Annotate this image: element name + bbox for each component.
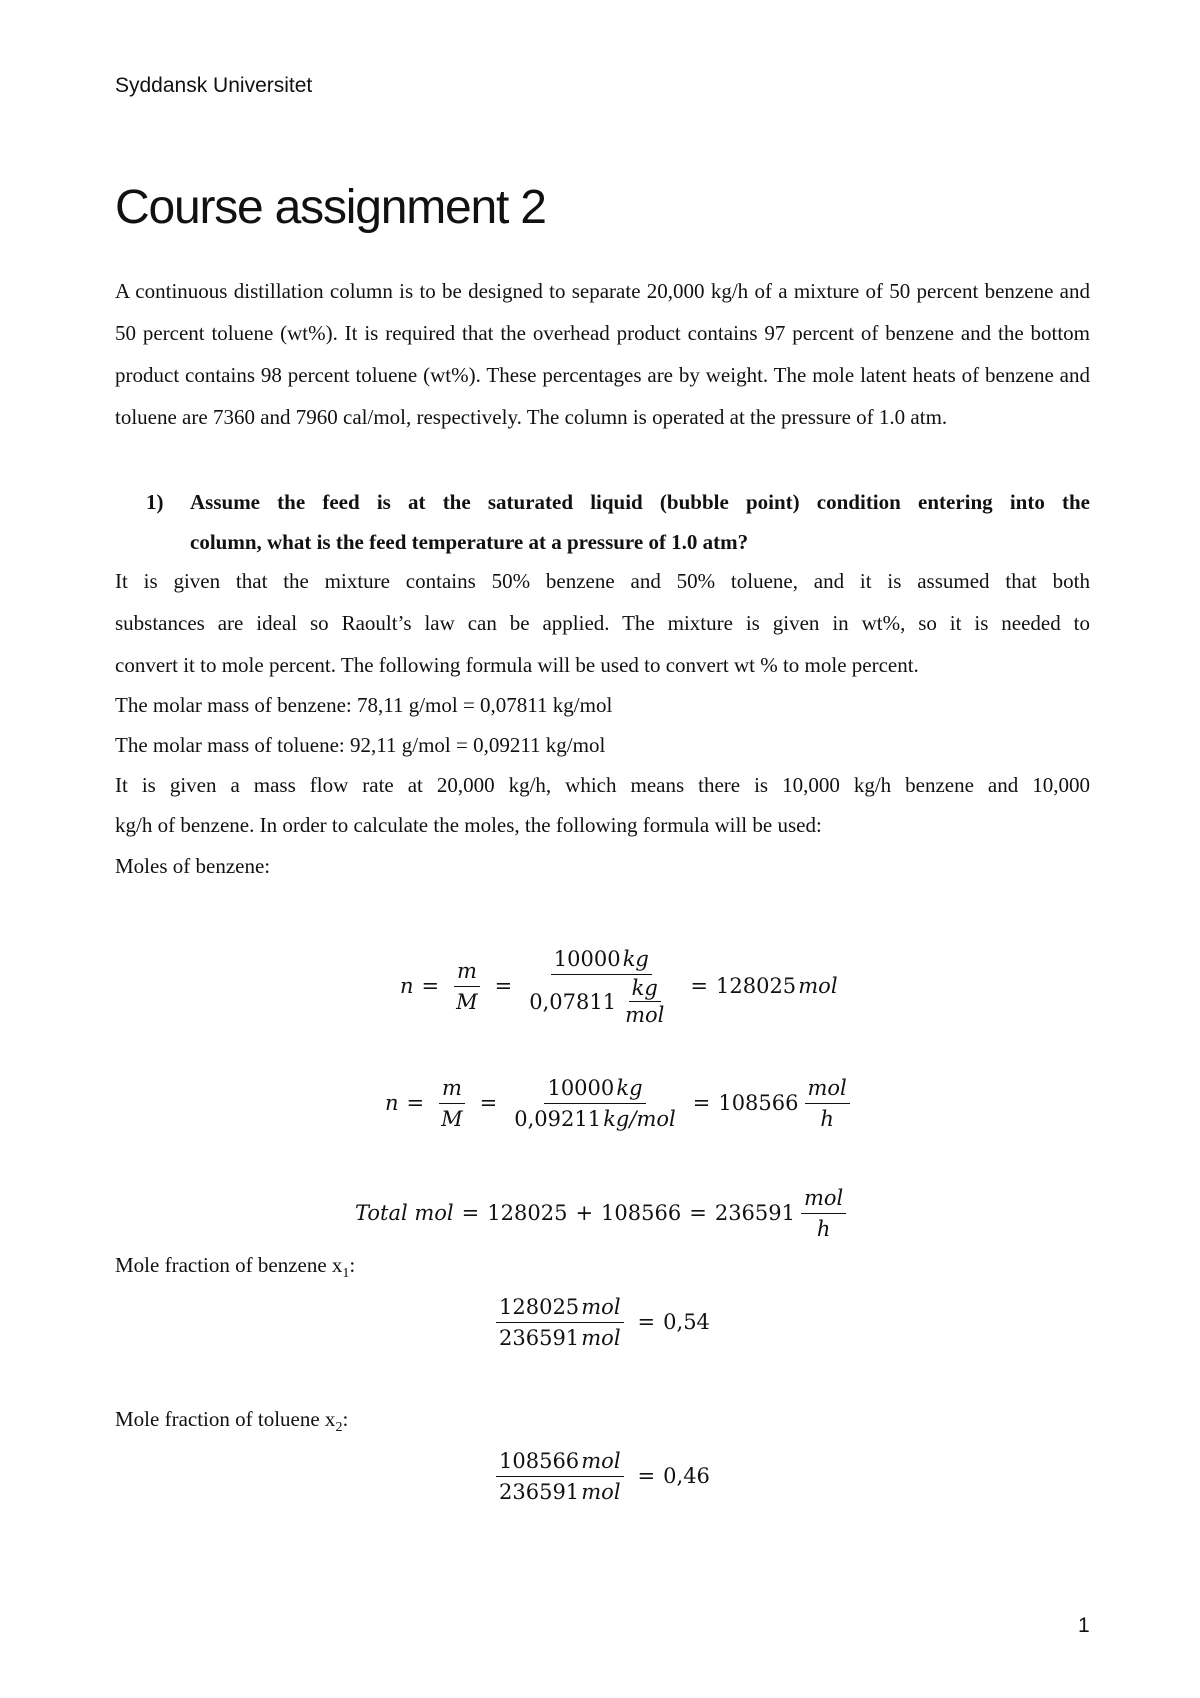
- intro-paragraph: A continuous distillation column is to be designed to separate 20,000 kg/h of a mixture of 50 percent benzene and 50 percent toluene (wt%). It is required that the overhead product contains 97 percent of benzene and the bottom product contains 98 percent toluene (wt%). These percentages are by weight. The mole latent heats of benzene and toluene are 7360 and 7960 cal/mol, respectively. The column is operated at the pressure of 1.0 atm.: [115, 279, 1090, 429]
- question-line-1: Assume the feed is at the saturated liquid (bubble point) condition entering into the: [190, 490, 1090, 514]
- body-line: substances are ideal so Raoult’s law can be applied. The mixture is given in wt%, so it is needed to: [115, 611, 1090, 635]
- equation-moles-toluene: n = $\frac{m}{M}$ = 10000 kg 0,09211 kg/mol = 108566 $\frac{\text{mol}}{h}$: [385, 1068, 856, 1138]
- body-line: The molar mass of benzene: 78,11 g/mol = 0,07811 kg/mol: [115, 693, 613, 717]
- question-number: 1): [146, 490, 164, 514]
- equation-total-mol: Total mol = 128025 + 108566 = 236591 $\frac{\text{mol}}{h}$: [355, 1178, 852, 1248]
- body-line: It is given that the mixture contains 50% benzene and 50% toluene, and it is assumed that both: [115, 569, 1090, 593]
- body-line: convert it to mole percent. The following formula will be used to convert wt % to mole percent.: [115, 653, 919, 677]
- question-line-2: column, what is the feed temperature at a pressure of 1.0 atm?: [190, 530, 749, 554]
- mole-fraction-toluene-label: Mole fraction of toluene $x_2$:: [115, 1407, 349, 1436]
- equation-mole-fraction-benzene: 128025 mol 236591 mol = 0,54: [496, 1290, 710, 1354]
- page-title: Course assignment 2: [115, 181, 546, 234]
- mole-fraction-benzene-label: Mole fraction of benzene $x_1$:: [115, 1253, 356, 1282]
- body-line: kg/h of benzene. In order to calculate the moles, the following formula will be used:: [115, 813, 822, 837]
- equation-moles-benzene: n = $\frac{m}{M}$ = 10000 kg 0,07811 $\frac{kg}{\text{mol}}$ = 128025 mol: [400, 947, 838, 1027]
- page-number: 1: [1078, 1614, 1090, 1637]
- body-line: The molar mass of toluene: 92,11 g/mol = 0,09211 kg/mol: [115, 733, 606, 757]
- page-header: Syddansk Universitet: [115, 74, 313, 97]
- body-line: It is given a mass flow rate at 20,000 kg/h, which means there is 10,000 kg/h benzene and 10,000: [115, 773, 1090, 797]
- body-line: Moles of benzene:: [115, 854, 271, 878]
- equation-mole-fraction-toluene: 108566 mol 236591 mol = 0,46: [496, 1444, 710, 1508]
